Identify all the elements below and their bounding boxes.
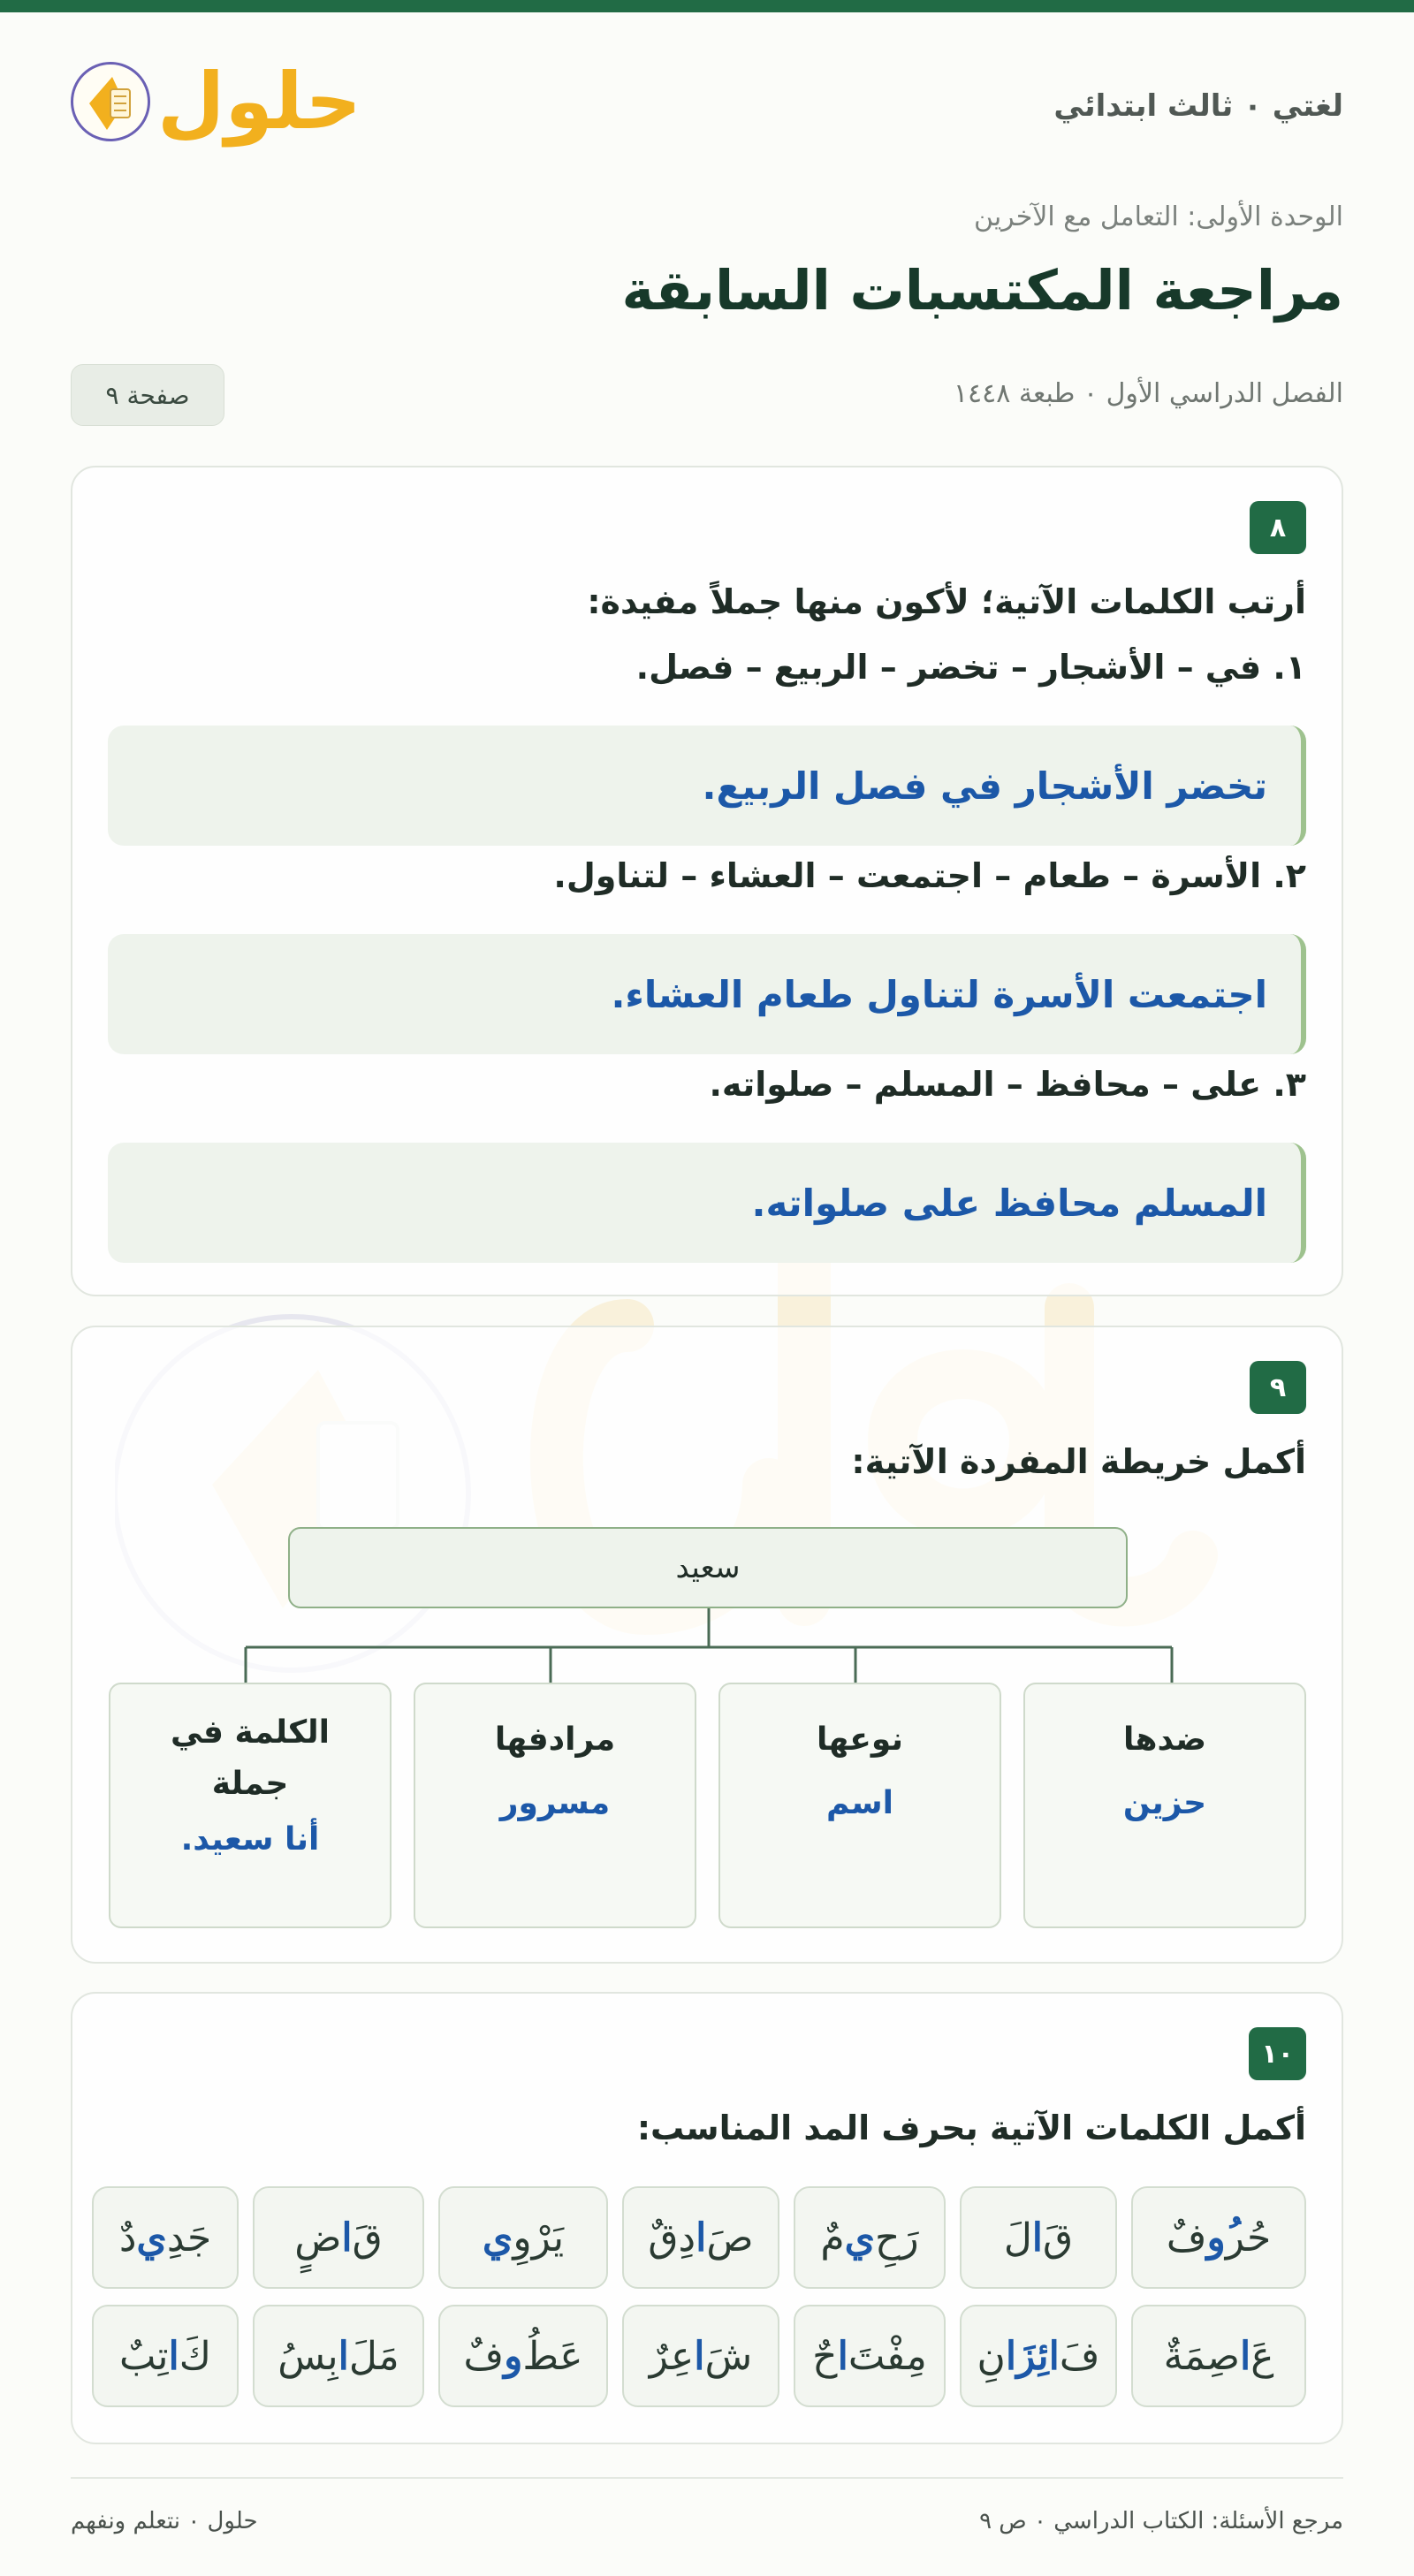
branch-in-sentence	[109, 1683, 392, 1928]
answer-2: اجتمعت الأسرة لتناول طعام العشاء.	[108, 934, 1306, 1054]
word-list-3: ٣. على – محافظ – المسلم – صلواته.	[709, 1065, 1306, 1104]
branch-antonym	[1023, 1683, 1306, 1928]
branch-label: الكلمة في جملة	[171, 1714, 330, 1802]
word-tile: حُر ُو فٌ	[1131, 2186, 1306, 2289]
footer-reference: مرجع الأسئلة: الكتاب الدراسي ٠ ص ٩	[979, 2508, 1343, 2534]
answer-1: تخضر الأشجار في فصل الربيع.	[108, 726, 1306, 846]
branch-connectors	[72, 1608, 1345, 1683]
word-tile: مَلَ ا بِسُ	[253, 2305, 424, 2407]
question-10-card	[71, 1992, 1343, 2444]
branch-label: مرادفها	[494, 1721, 616, 1758]
branch-value: أنا سعيد.	[180, 1821, 320, 1858]
word-tile: صَ ا دِقٌ	[622, 2186, 779, 2289]
brand-logo[interactable]	[71, 56, 361, 147]
branch-value: مسرور	[499, 1784, 611, 1821]
answer-3: المسلم محافظ على صلواته.	[108, 1143, 1306, 1263]
footer-divider	[71, 2477, 1343, 2479]
center-word-box: سعيد	[288, 1527, 1128, 1608]
branch-type	[718, 1683, 1001, 1928]
question-9-card	[71, 1326, 1343, 1964]
term-label: الفصل الدراسي الأول ٠ طبعة ١٤٤٨	[953, 378, 1343, 409]
page-title: مراجعة المكتسبات السابقة	[621, 258, 1343, 323]
word-tile: رَحِ ي مٌ	[794, 2186, 946, 2289]
question-prompt: أرتب الكلمات الآتية؛ لأكون منها جملاً مفيدة:	[587, 582, 1306, 621]
question-prompt: أكمل الكلمات الآتية بحرف المد المناسب:	[636, 2109, 1306, 2147]
word-tile: عَ ا صِمَةٌ	[1131, 2305, 1306, 2407]
top-accent-bar	[0, 0, 1414, 12]
word-tile: كَ ا تِبٌ	[92, 2305, 239, 2407]
word-tile: فَ ائِزَا نِ	[960, 2305, 1117, 2407]
grade-label: لغتي ٠ ثالث ابتدائي	[1053, 88, 1343, 124]
word-tile: قَ ا ضٍ	[253, 2186, 424, 2289]
page-header	[71, 56, 1343, 159]
question-number: ٩	[1250, 1361, 1306, 1414]
page-number-badge: صفحة ٩	[71, 364, 224, 426]
question-prompt: أكمل خريطة المفردة الآتية:	[851, 1442, 1306, 1481]
book-icon	[82, 72, 144, 135]
branch-value: حزين	[1122, 1784, 1207, 1821]
footer-tagline: حلول ٠ نتعلم ونفهم	[71, 2508, 258, 2534]
question-8-card	[71, 466, 1343, 1296]
brand-emblem	[71, 62, 150, 141]
word-tile: شَ ا عِرٌ	[622, 2305, 779, 2407]
branch-value: اسم	[826, 1784, 893, 1821]
unit-title: الوحدة الأولى: التعامل مع الآخرين	[973, 201, 1343, 232]
word-tile: قَ ا لَ	[960, 2186, 1117, 2289]
brand-name: حلول	[157, 56, 361, 147]
question-number: ٨	[1250, 501, 1306, 554]
word-tile: جَدِ ي دٌ	[92, 2186, 239, 2289]
word-tile: يَرْوِ ي	[438, 2186, 608, 2289]
branch-label: نوعها	[817, 1721, 903, 1758]
word-list-1: ١. في – الأشجار – تخضر – الربيع – فصل.	[635, 648, 1306, 687]
question-number: ١٠	[1249, 2027, 1306, 2080]
branch-synonym	[414, 1683, 696, 1928]
branch-label: ضدها	[1122, 1721, 1207, 1758]
word-tile: عَطُ و فٌ	[438, 2305, 608, 2407]
word-tile: مِفْتَ ا حٌ	[794, 2305, 946, 2407]
word-list-2: ٢. الأسرة – طعام – اجتمعت – العشاء – لتناول.	[553, 856, 1306, 895]
